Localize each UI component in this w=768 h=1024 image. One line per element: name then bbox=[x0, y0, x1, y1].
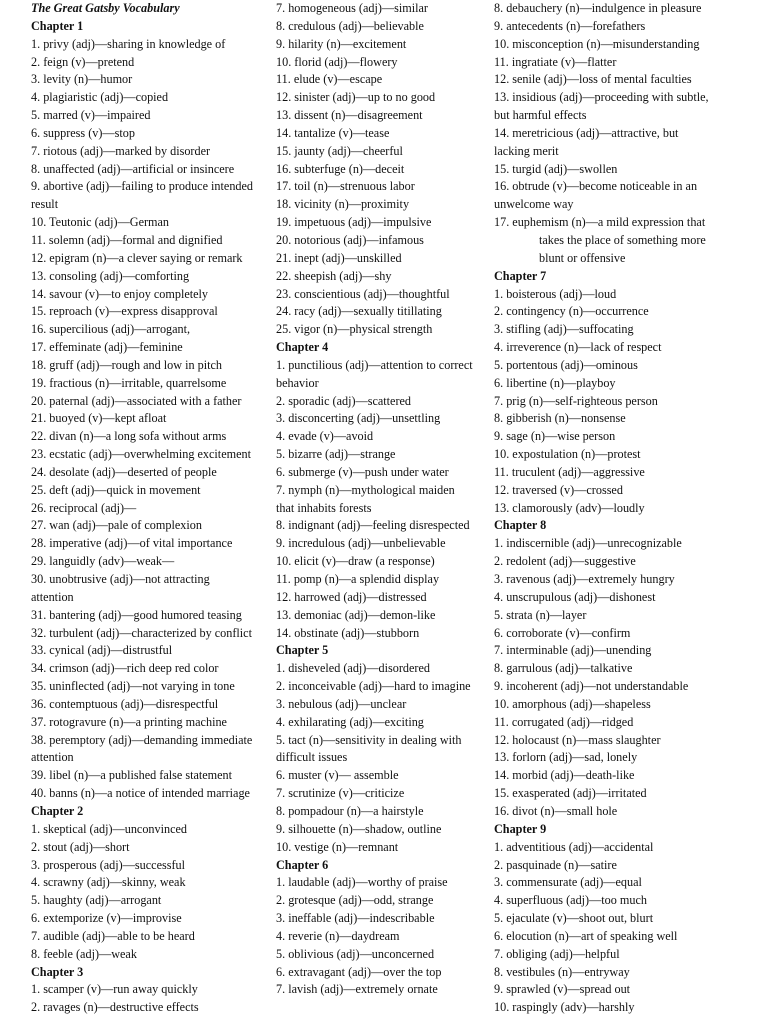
vocab-line: 4. exhilarating (adj)—exciting bbox=[276, 714, 424, 729]
vocab-line: 6. extravagant (adj)—over the top bbox=[276, 964, 442, 979]
column-2 bbox=[276, 0, 482, 999]
vocab-line: 3. commensurate (adj)—equal bbox=[494, 875, 642, 890]
vocab-line: 3. disconcerting (adj)—unsettling bbox=[276, 411, 441, 426]
vocab-line: 21. inept (adj)—unskilled bbox=[276, 250, 402, 265]
vocab-line: 14. tantalize (v)—tease bbox=[276, 125, 390, 140]
vocab-line: but harmful effects bbox=[494, 108, 587, 123]
vocab-line: 9. hilarity (n)—excitement bbox=[276, 36, 407, 51]
vocab-line: 1. privy (adj)—sharing in knowledge of bbox=[31, 36, 226, 51]
vocab-line: 24. racy (adj)—sexually titillating bbox=[276, 304, 442, 319]
vocab-line: 20. notorious (adj)—infamous bbox=[276, 232, 424, 247]
vocab-line: 10. raspingly (adv)—harshly bbox=[494, 1000, 635, 1015]
vocab-line: 22. sheepish (adj)—shy bbox=[276, 268, 392, 283]
document-title: The Great Gatsby Vocabulary bbox=[31, 1, 180, 15]
vocab-line: 4. evade (v)—avoid bbox=[276, 429, 374, 444]
vocab-line: 8. credulous (adj)—believable bbox=[276, 18, 424, 33]
vocab-line: 13. dissent (n)—disagreement bbox=[276, 108, 423, 123]
vocab-line: 7. obliging (adj)—helpful bbox=[494, 946, 620, 961]
vocab-line: 19. impetuous (adj)—impulsive bbox=[276, 215, 432, 230]
vocab-line: 15. exasperated (adj)—irritated bbox=[494, 786, 647, 801]
vocab-line: 26. reciprocal (adj)— bbox=[31, 500, 137, 515]
chapter-heading: Chapter 3 bbox=[31, 964, 84, 979]
vocab-line: 9. silhouette (n)—shadow, outline bbox=[276, 821, 442, 836]
vocab-line: 39. libel (n)—a published false statement bbox=[31, 768, 233, 783]
vocab-line: 10. expostulation (n)—protest bbox=[494, 447, 641, 462]
vocab-line: 6. submerge (v)—push under water bbox=[276, 464, 449, 479]
vocab-line: 11. solemn (adj)—formal and dignified bbox=[31, 232, 223, 247]
vocab-line: 16. supercilious (adj)—arrogant, bbox=[31, 322, 191, 337]
vocab-line: 11. pomp (n)—a splendid display bbox=[276, 572, 440, 586]
vocab-line: 1. skeptical (adj)—unconvinced bbox=[31, 821, 188, 836]
vocab-line: 23. conscientious (adj)—thoughtful bbox=[276, 286, 450, 301]
vocab-line: 23. ecstatic (adj)—overwhelming excitement bbox=[31, 447, 251, 462]
vocab-line: 27. wan (adj)—pale of complexion bbox=[31, 518, 202, 533]
vocab-line: 9. incoherent (adj)—not understandable bbox=[494, 679, 689, 694]
vocab-line: 1. adventitious (adj)—accidental bbox=[494, 839, 654, 854]
vocab-line: 14. meretricious (adj)—attractive, but bbox=[494, 125, 679, 140]
vocab-line: 12. senile (adj)—loss of mental faculties bbox=[494, 72, 692, 87]
vocab-line: 18. gruff (adj)—rough and low in pitch bbox=[31, 357, 223, 372]
vocab-line: 2. contingency (n)—occurrence bbox=[494, 304, 649, 319]
vocab-line: 17. effeminate (adj)—feminine bbox=[31, 340, 183, 355]
vocab-line: 8. vestibules (n)—entryway bbox=[494, 964, 630, 979]
vocab-line: 40. banns (n)—a notice of intended marriage bbox=[31, 786, 250, 801]
vocab-line: 1. laudable (adj)—worthy of praise bbox=[276, 875, 448, 890]
vocab-line: 9. sprawled (v)—spread out bbox=[494, 982, 631, 997]
vocab-line: 2. grotesque (adj)—odd, strange bbox=[276, 893, 434, 908]
vocab-line: 13. forlorn (adj)—sad, lonely bbox=[494, 750, 638, 765]
column-3 bbox=[494, 0, 726, 1017]
vocab-line: 11. ingratiate (v)—flatter bbox=[494, 54, 617, 69]
vocab-line: 4. superfluous (adj)—too much bbox=[494, 893, 647, 908]
vocab-line: 5. tact (n)—sensitivity in dealing with bbox=[276, 732, 462, 747]
vocab-line: 12. sinister (adj)—up to no good bbox=[276, 90, 436, 105]
vocab-line: 16. obtrude (v)—become noticeable in an bbox=[494, 179, 698, 194]
vocab-line: 33. cynical (adj)—distrustful bbox=[31, 643, 173, 658]
vocab-line: 3. nebulous (adj)—unclear bbox=[276, 696, 407, 711]
vocab-line: 13. demoniac (adj)—demon-like bbox=[276, 607, 436, 622]
vocab-line: 38. peremptory (adj)—demanding immediate bbox=[31, 732, 253, 747]
vocab-line: 3. prosperous (adj)—successful bbox=[31, 857, 185, 872]
vocab-line: 1. boisterous (adj)—loud bbox=[494, 286, 617, 301]
vocab-line: unwelcome way bbox=[494, 197, 574, 212]
chapter-heading: Chapter 9 bbox=[494, 821, 547, 836]
vocab-line: 19. fractious (n)—irritable, quarrelsome bbox=[31, 375, 227, 390]
vocab-line: 12. traversed (v)—crossed bbox=[494, 482, 623, 497]
vocab-line: 10. florid (adj)—flowery bbox=[276, 54, 398, 69]
vocab-line: 10. misconception (n)—misunderstanding bbox=[494, 36, 700, 51]
vocab-line: 4. scrawny (adj)—skinny, weak bbox=[31, 875, 186, 890]
vocab-line: 30. unobtrusive (adj)—not attracting bbox=[31, 572, 210, 586]
vocab-line: 4. irreverence (n)—lack of respect bbox=[494, 340, 662, 355]
vocab-line: 36. contemptuous (adj)—disrespectful bbox=[31, 696, 219, 711]
vocab-line: 1. indiscernible (adj)—unrecognizable bbox=[494, 536, 682, 551]
vocab-line: 2. redolent (adj)—suggestive bbox=[494, 554, 636, 569]
vocab-line: 24. desolate (adj)—deserted of people bbox=[31, 464, 217, 479]
vocab-line: 9. sage (n)—wise person bbox=[494, 429, 616, 444]
vocab-line: 6. libertine (n)—playboy bbox=[494, 375, 616, 390]
vocab-line: 13. insidious (adj)—proceeding with subtle, bbox=[494, 90, 709, 105]
vocab-line: 16. divot (n)—small hole bbox=[494, 803, 618, 818]
vocab-line: 6. suppress (v)—stop bbox=[31, 125, 135, 140]
vocab-line: 17. euphemism (n)—a mild expression that bbox=[494, 215, 706, 230]
vocab-line: 7. scrutinize (v)—criticize bbox=[276, 786, 405, 801]
vocab-line: lacking merit bbox=[494, 143, 559, 158]
vocab-line: 32. turbulent (adj)—characterized by conflict bbox=[31, 625, 252, 640]
vocab-line: 21. buoyed (v)—kept afloat bbox=[31, 411, 167, 426]
vocab-line: 16. subterfuge (n)—deceit bbox=[276, 161, 405, 176]
vocab-line: attention bbox=[31, 750, 74, 765]
vocab-line: 3. levity (n)—humor bbox=[31, 72, 133, 87]
vocab-line: 8. pompadour (n)—a hairstyle bbox=[276, 803, 424, 818]
vocab-line: 6. corroborate (v)—confirm bbox=[494, 625, 631, 640]
vocab-line: 18. vicinity (n)—proximity bbox=[276, 197, 410, 212]
vocab-line: 35. uninflected (adj)—not varying in tone bbox=[31, 679, 235, 694]
vocab-line: 13. consoling (adj)—comforting bbox=[31, 268, 190, 283]
vocab-line: 25. deft (adj)—quick in movement bbox=[31, 482, 201, 497]
vocab-line: 5. bizarre (adj)—strange bbox=[276, 447, 396, 462]
vocab-line: behavior bbox=[276, 375, 319, 390]
vocab-line: 7. prig (n)—self-righteous person bbox=[494, 393, 658, 408]
vocab-line: 4. plagiaristic (adj)—copied bbox=[31, 90, 169, 105]
vocab-line: 14. morbid (adj)—death-like bbox=[494, 768, 635, 783]
vocab-line: 8. garrulous (adj)—talkative bbox=[494, 661, 633, 676]
vocab-line: 25. vigor (n)—physical strength bbox=[276, 322, 433, 337]
vocab-line: 29. languidly (adv)—weak— bbox=[31, 554, 175, 569]
chapter-heading: Chapter 5 bbox=[276, 643, 329, 658]
vocab-line: 31. bantering (adj)—good humored teasing bbox=[31, 607, 242, 622]
vocab-line: 5. haughty (adj)—arrogant bbox=[31, 893, 162, 908]
chapter-heading: Chapter 1 bbox=[31, 18, 84, 33]
vocab-line: 2. sporadic (adj)—scattered bbox=[276, 393, 412, 408]
vocab-line: 7. audible (adj)—able to be heard bbox=[31, 928, 195, 943]
vocab-line: 10. amorphous (adj)—shapeless bbox=[494, 696, 651, 711]
vocab-line: 5. strata (n)—layer bbox=[494, 607, 587, 622]
vocab-line: result bbox=[31, 197, 59, 212]
vocab-line: 11. elude (v)—escape bbox=[276, 72, 383, 87]
vocab-line: 3. ineffable (adj)—indescribable bbox=[276, 911, 435, 926]
vocab-line: 5. oblivious (adj)—unconcerned bbox=[276, 946, 435, 961]
vocab-line: 11. truculent (adj)—aggressive bbox=[494, 464, 645, 479]
vocab-line: 2. feign (v)—pretend bbox=[31, 54, 135, 69]
chapter-heading: Chapter 2 bbox=[31, 803, 84, 818]
vocab-line: 2. inconceivable (adj)—hard to imagine bbox=[276, 679, 471, 694]
vocab-line: 28. imperative (adj)—of vital importance bbox=[31, 536, 233, 551]
vocab-line: 4. reverie (n)—daydream bbox=[276, 928, 400, 943]
vocab-line: 9. incredulous (adj)—unbelievable bbox=[276, 536, 446, 551]
vocab-line: 15. reproach (v)—express disapproval bbox=[31, 304, 218, 319]
vocab-line: 12. harrowed (adj)—distressed bbox=[276, 589, 427, 604]
vocab-line: that inhabits forests bbox=[276, 500, 372, 515]
vocab-line: 5. ejaculate (v)—shoot out, blurt bbox=[494, 911, 654, 926]
vocab-line: 8. debauchery (n)—indulgence in pleasure bbox=[494, 1, 702, 15]
vocab-line: 6. muster (v)— assemble bbox=[276, 768, 399, 783]
vocab-line: 8. indignant (adj)—feeling disrespected bbox=[276, 518, 470, 533]
chapter-heading: Chapter 4 bbox=[276, 340, 329, 355]
vocab-line: 34. crimson (adj)—rich deep red color bbox=[31, 661, 219, 676]
chapter-heading: Chapter 8 bbox=[494, 518, 547, 533]
vocab-line: 2. ravages (n)—destructive effects bbox=[31, 1000, 199, 1015]
vocab-line: 15. turgid (adj)—swollen bbox=[494, 161, 618, 176]
vocab-line: 14. obstinate (adj)—stubborn bbox=[276, 625, 420, 640]
vocab-line: 4. unscrupulous (adj)—dishonest bbox=[494, 589, 656, 604]
vocab-line: 22. divan (n)—a long sofa without arms bbox=[31, 429, 227, 444]
column-1 bbox=[31, 0, 267, 1017]
vocab-line: 1. disheveled (adj)—disordered bbox=[276, 661, 430, 676]
vocab-line: 1. punctilious (adj)—attention to correct bbox=[276, 357, 473, 372]
vocab-line: 17. toil (n)—strenuous labor bbox=[276, 179, 415, 194]
vocab-line: 20. paternal (adj)—associated with a father bbox=[31, 393, 242, 408]
vocab-line: 6. extemporize (v)—improvise bbox=[31, 911, 182, 926]
vocab-line: difficult issues bbox=[276, 750, 348, 765]
vocab-line: 7. riotous (adj)—marked by disorder bbox=[31, 143, 211, 158]
vocab-line: 11. corrugated (adj)—ridged bbox=[494, 714, 634, 729]
vocab-line: attention bbox=[31, 589, 74, 604]
vocab-line: 6. elocution (n)—art of speaking well bbox=[494, 928, 678, 943]
vocab-line: 8. unaffected (adj)—artificial or insincere bbox=[31, 161, 235, 176]
vocab-line: 7. nymph (n)—mythological maiden bbox=[276, 482, 455, 497]
vocab-line: 12. epigram (n)—a clever saying or remark bbox=[31, 250, 243, 265]
vocab-line: 13. clamorously (adv)—loudly bbox=[494, 500, 645, 515]
vocab-line: takes the place of something more bbox=[539, 232, 706, 247]
vocab-line: 7. interminable (adj)—unending bbox=[494, 643, 652, 658]
vocab-line: 2. pasquinade (n)—satire bbox=[494, 857, 617, 872]
vocab-line: 3. ravenous (adj)—extremely hungry bbox=[494, 572, 675, 586]
vocab-line: 1. scamper (v)—run away quickly bbox=[31, 982, 198, 997]
vocab-line: 8. feeble (adj)—weak bbox=[31, 946, 137, 961]
vocab-line: 10. Teutonic (adj)—German bbox=[31, 215, 170, 230]
vocab-line: 5. marred (v)—impaired bbox=[31, 108, 151, 123]
vocab-line: 10. vestige (n)—remnant bbox=[276, 839, 399, 854]
vocab-line: 15. jaunty (adj)—cheerful bbox=[276, 143, 403, 158]
chapter-heading: Chapter 7 bbox=[494, 268, 547, 283]
vocab-line: 9. antecedents (n)—forefathers bbox=[494, 18, 646, 33]
vocab-line: 2. stout (adj)—short bbox=[31, 839, 130, 854]
vocab-line: 14. savour (v)—to enjoy completely bbox=[31, 286, 209, 301]
vocab-line: 10. elicit (v)—draw (a response) bbox=[276, 554, 435, 569]
vocab-line: 5. portentous (adj)—ominous bbox=[494, 357, 638, 372]
chapter-heading: Chapter 6 bbox=[276, 857, 329, 872]
vocab-line: 7. lavish (adj)—extremely ornate bbox=[276, 982, 438, 997]
vocab-line: 3. stifling (adj)—suffocating bbox=[494, 322, 634, 337]
vocab-line: 7. homogeneous (adj)—similar bbox=[276, 1, 428, 15]
vocab-line: 9. abortive (adj)—failing to produce intended bbox=[31, 179, 254, 194]
vocab-line: blunt or offensive bbox=[539, 250, 626, 265]
vocab-line: 8. gibberish (n)—nonsense bbox=[494, 411, 626, 426]
vocab-line: 12. holocaust (n)—mass slaughter bbox=[494, 732, 661, 747]
vocab-line: 37. rotogravure (n)—a printing machine bbox=[31, 714, 227, 729]
